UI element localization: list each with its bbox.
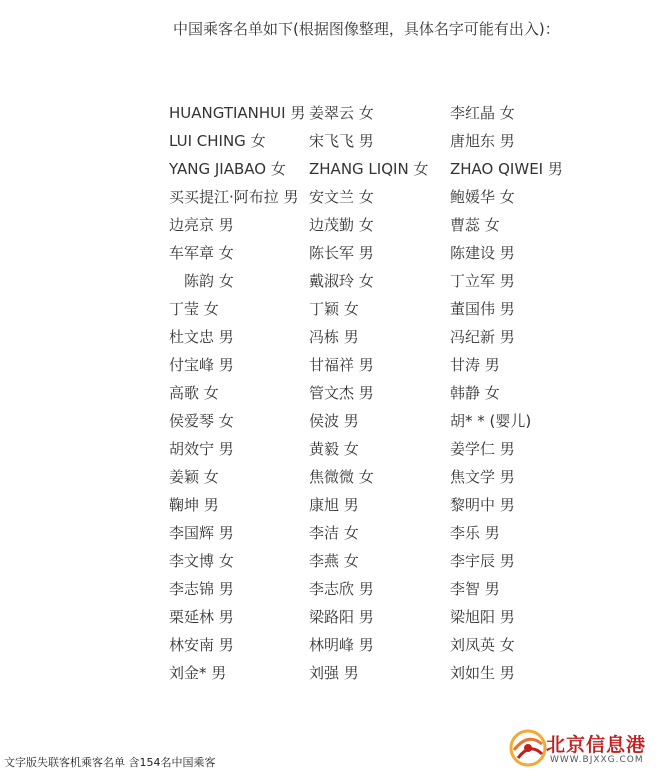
passenger-row [169,379,589,407]
passenger-entry: 戴淑玲 女 [309,272,374,290]
passenger-entry: 李燕 女 [309,552,359,570]
passenger-row [169,547,589,575]
passenger-entry: 李文博 女 [169,552,234,570]
passenger-entry: 冯栋 男 [309,328,359,346]
passenger-entry: LUI CHING 女 [169,132,266,150]
logo-text: 北京信息港 [546,734,647,756]
passenger-entry: 康旭 男 [309,496,359,514]
passenger-entry: 李志锦 男 [169,580,234,598]
passenger-entry: 陈长军 男 [309,244,374,262]
passenger-entry: 焦微微 女 [309,468,374,486]
passenger-entry: 甘涛 男 [450,356,500,374]
passenger-entry: 鲍媛华 女 [450,188,515,206]
passenger-row [169,603,589,631]
passenger-entry: 安文兰 女 [309,188,374,206]
passenger-row [169,239,589,267]
passenger-entry: 梁路阳 男 [309,608,374,626]
passenger-entry: 李乐 男 [450,524,500,542]
passenger-entry: 买买提江·阿布拉 男 [169,188,299,206]
passenger-row [169,267,589,295]
passenger-entry: 李国辉 男 [169,524,234,542]
passenger-entry: 胡* * (婴儿) [450,412,532,430]
passenger-entry: ZHAO QIWEI 男 [450,160,563,178]
image-caption: 文字版失联客机乘客名单 含154名中国乘客 [4,756,216,769]
passenger-list [169,99,589,687]
passenger-row [169,631,589,659]
passenger-entry: ZHANG LIQIN 女 [309,160,429,178]
passenger-entry: 黄毅 女 [309,440,359,458]
passenger-row [169,575,589,603]
passenger-entry: 陈韵 女 [169,272,234,290]
passenger-entry: 李智 男 [450,580,500,598]
passenger-entry: 黎明中 男 [450,496,515,514]
passenger-entry: 付宝峰 男 [169,356,234,374]
passenger-entry: 丁立军 男 [450,272,515,290]
passenger-entry: 丁莹 女 [169,300,219,318]
passenger-entry: 车军章 女 [169,244,234,262]
passenger-entry: 栗延林 男 [169,608,234,626]
passenger-row [169,99,589,127]
passenger-entry: 管文杰 男 [309,384,374,402]
bjxxg-logo-icon [508,728,548,768]
passenger-entry: 李宇辰 男 [450,552,515,570]
passenger-entry: 焦文学 男 [450,468,515,486]
passenger-row [169,407,589,435]
passenger-entry: 甘福祥 男 [309,356,374,374]
passenger-entry: 高歌 女 [169,384,219,402]
passenger-entry: 刘金* 男 [169,664,227,682]
passenger-entry: 梁旭阳 男 [450,608,515,626]
passenger-entry: YANG JIABAO 女 [169,160,286,178]
passenger-row [169,127,589,155]
passenger-row [169,435,589,463]
passenger-row [169,295,589,323]
passenger-entry: 杜文忠 男 [169,328,234,346]
passenger-entry: 刘凤英 女 [450,636,515,654]
passenger-entry: 侯爱琴 女 [169,412,234,430]
passenger-entry: 韩静 女 [450,384,500,402]
passenger-entry: 陈建设 男 [450,244,515,262]
passenger-entry: 边茂勤 女 [309,216,374,234]
passenger-row [169,155,589,183]
page-heading: 中国乘客名单如下(根据图像整理，具体名字可能有出入)： [173,20,560,38]
passenger-entry: 李志欣 男 [309,580,374,598]
passenger-entry: 李洁 女 [309,524,359,542]
passenger-row [169,659,589,687]
passenger-entry: 边亮京 男 [169,216,234,234]
passenger-entry: 曹蕊 女 [450,216,500,234]
passenger-entry: 唐旭东 男 [450,132,515,150]
passenger-row [169,491,589,519]
passenger-entry: 胡效宁 男 [169,440,234,458]
passenger-entry: 刘如生 男 [450,664,515,682]
passenger-entry: 刘强 男 [309,664,359,682]
passenger-entry: 董国伟 男 [450,300,515,318]
passenger-row [169,211,589,239]
logo-url: WWW.BJXXG.COM [550,755,644,765]
site-logo[interactable] [508,726,660,772]
passenger-entry: 侯波 男 [309,412,359,430]
passenger-entry: HUANGTIANHUI 男 [169,104,306,122]
passenger-entry: 丁颖 女 [309,300,359,318]
passenger-entry: 冯纪新 男 [450,328,515,346]
passenger-row [169,519,589,547]
passenger-row [169,183,589,211]
passenger-entry: 宋飞飞 男 [309,132,374,150]
passenger-row [169,351,589,379]
passenger-entry: 李红晶 女 [450,104,515,122]
passenger-entry: 姜颖 女 [169,468,219,486]
passenger-entry: 姜翠云 女 [309,104,374,122]
passenger-entry: 林安南 男 [169,636,234,654]
passenger-entry: 林明峰 男 [309,636,374,654]
passenger-entry: 鞠坤 男 [169,496,219,514]
passenger-entry: 姜学仁 男 [450,440,515,458]
passenger-row [169,323,589,351]
passenger-row [169,463,589,491]
